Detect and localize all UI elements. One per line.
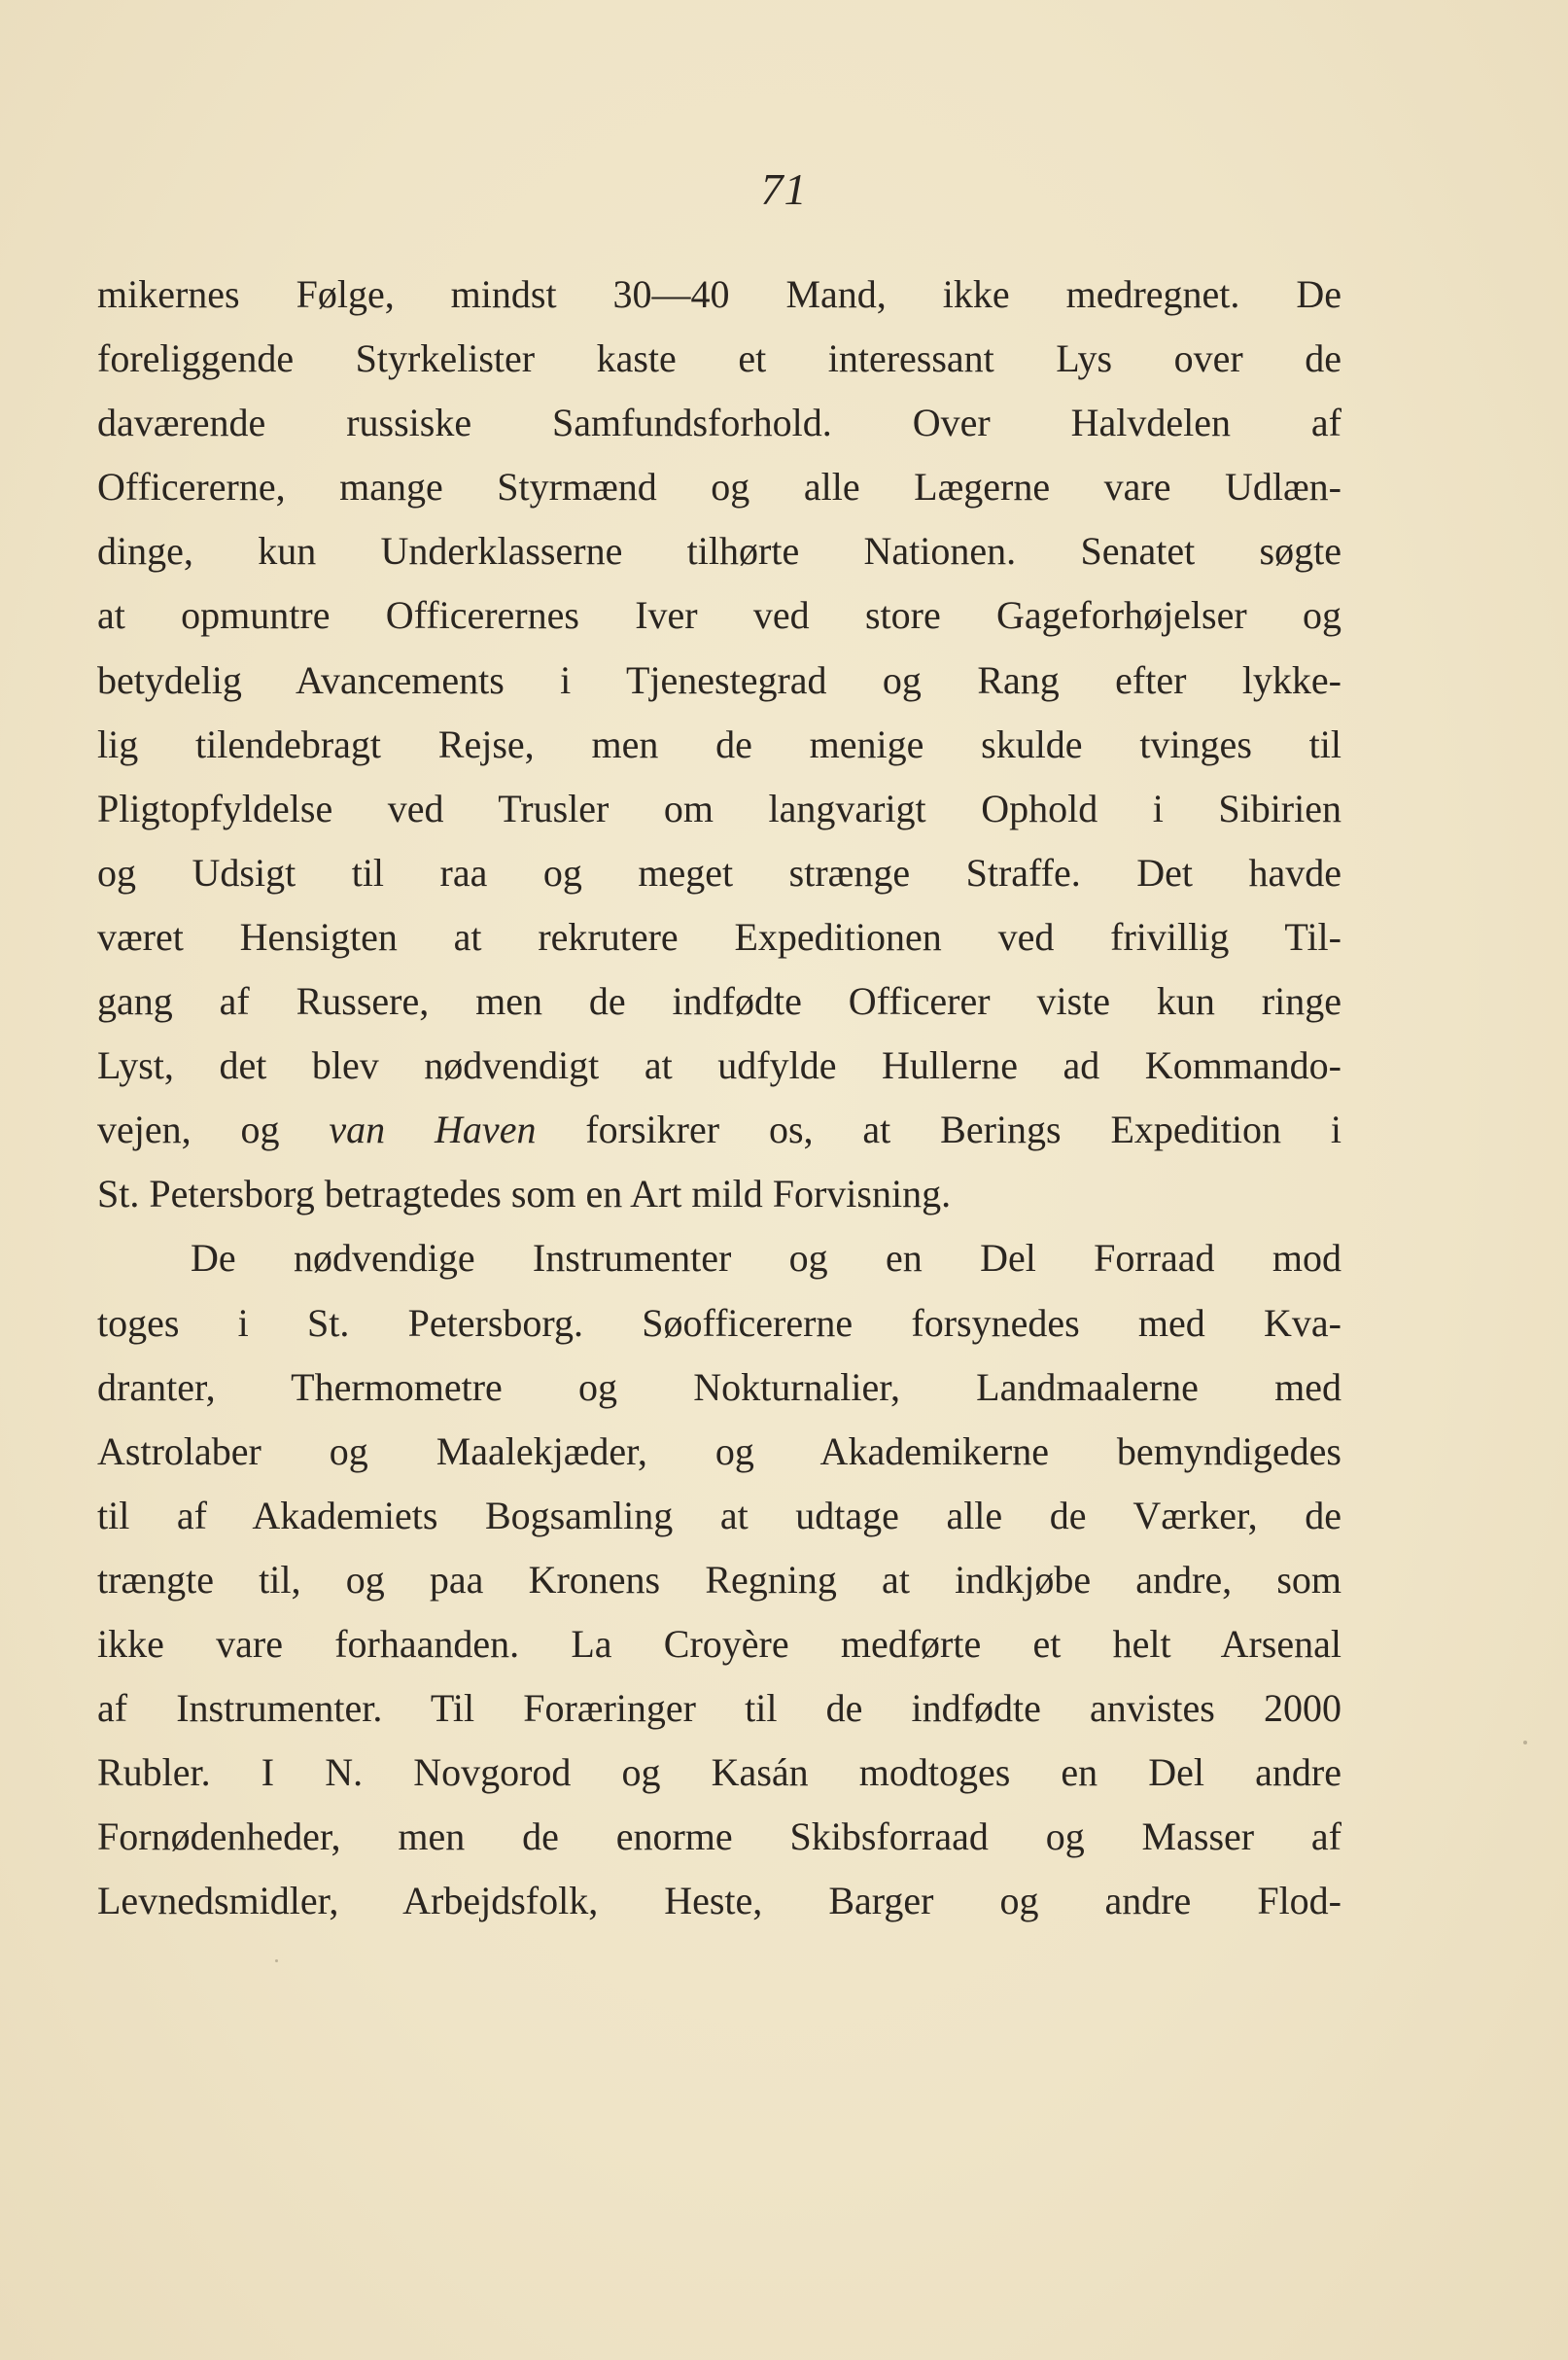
paragraph-start-line: De nødvendige Instrumenter og en Del Forraad mod bbox=[191, 1236, 1342, 1281]
text-line: gang af Russere, men de indfødte Officerer viste kun ringe bbox=[97, 979, 1342, 1024]
text-line: at opmuntre Officerernes Iver ved store Gageforhøjelser og bbox=[97, 593, 1342, 638]
text-span: vejen, og bbox=[97, 1108, 330, 1152]
text-span: forsikrer os, at Berings Expedition i bbox=[536, 1108, 1342, 1152]
text-line: Rubler. I N. Novgorod og Kasán modtoges en Del andre bbox=[97, 1750, 1342, 1795]
text-line: dinge, kun Underklasserne tilhørte Nationen. Senatet søgte bbox=[97, 529, 1342, 574]
text-line: til af Akademiets Bogsamling at udtage alle de Værker, de bbox=[97, 1493, 1342, 1537]
italic-name: van Haven bbox=[329, 1108, 537, 1152]
text-line: ikke vare forhaanden. La Croyère medførte et helt Arsenal bbox=[97, 1621, 1342, 1666]
text-line-with-italic bbox=[97, 1098, 1342, 1162]
text-line: været Hensigten at rekrutere Expeditionen ved frivillig Til- bbox=[97, 914, 1342, 959]
text-line: toges i St. Petersborg. Søofficererne forsynedes med Kva- bbox=[97, 1300, 1342, 1345]
paper-speck bbox=[1523, 1741, 1527, 1744]
text-line: Fornødenheder, men de enorme Skibsforraad og Masser af bbox=[97, 1814, 1342, 1859]
paper-speck bbox=[275, 1959, 278, 1962]
page-number: 71 bbox=[760, 164, 808, 214]
body-text bbox=[97, 263, 1342, 1933]
text-line: foreliggende Styrkelister kaste et interessant Lys over de bbox=[97, 336, 1342, 381]
text-line: lig tilendebragt Rejse, men de menige skulde tvinges til bbox=[97, 722, 1342, 766]
text-line: Levnedsmidler, Arbejdsfolk, Heste, Barger og andre Flod- bbox=[97, 1879, 1342, 1923]
text-line: dranter, Thermometre og Nokturnalier, Landmaalerne med bbox=[97, 1364, 1342, 1409]
text-line: Astrolaber og Maalekjæder, og Akademikerne bemyndigedes bbox=[97, 1428, 1342, 1473]
text-line: Pligtopfyldelse ved Trusler om langvarigt Ophold i Sibirien bbox=[97, 786, 1342, 830]
text-line: Officererne, mange Styrmænd og alle Lægerne vare Udlæn- bbox=[97, 465, 1342, 510]
text-line: betydelig Avancements i Tjenestegrad og Rang efter lykke- bbox=[97, 657, 1342, 702]
text-line: mikernes Følge, mindst 30—40 Mand, ikke medregnet. De bbox=[97, 272, 1342, 316]
text-line: af Instrumenter. Til Foræringer til de indfødte anvistes 2000 bbox=[97, 1686, 1342, 1731]
text-line: Lyst, det blev nødvendigt at udfylde Hullerne ad Kommando- bbox=[97, 1043, 1342, 1088]
text-line: trængte til, og paa Kronens Regning at indkjøbe andre, som bbox=[97, 1557, 1342, 1602]
paragraph-end-line: St. Petersborg betragtedes som en Art mild Forvisning. bbox=[97, 1172, 952, 1216]
text-line: daværende russiske Samfundsforhold. Over Halvdelen af bbox=[97, 401, 1342, 445]
text-line: og Udsigt til raa og meget strænge Straffe. Det havde bbox=[97, 850, 1342, 895]
